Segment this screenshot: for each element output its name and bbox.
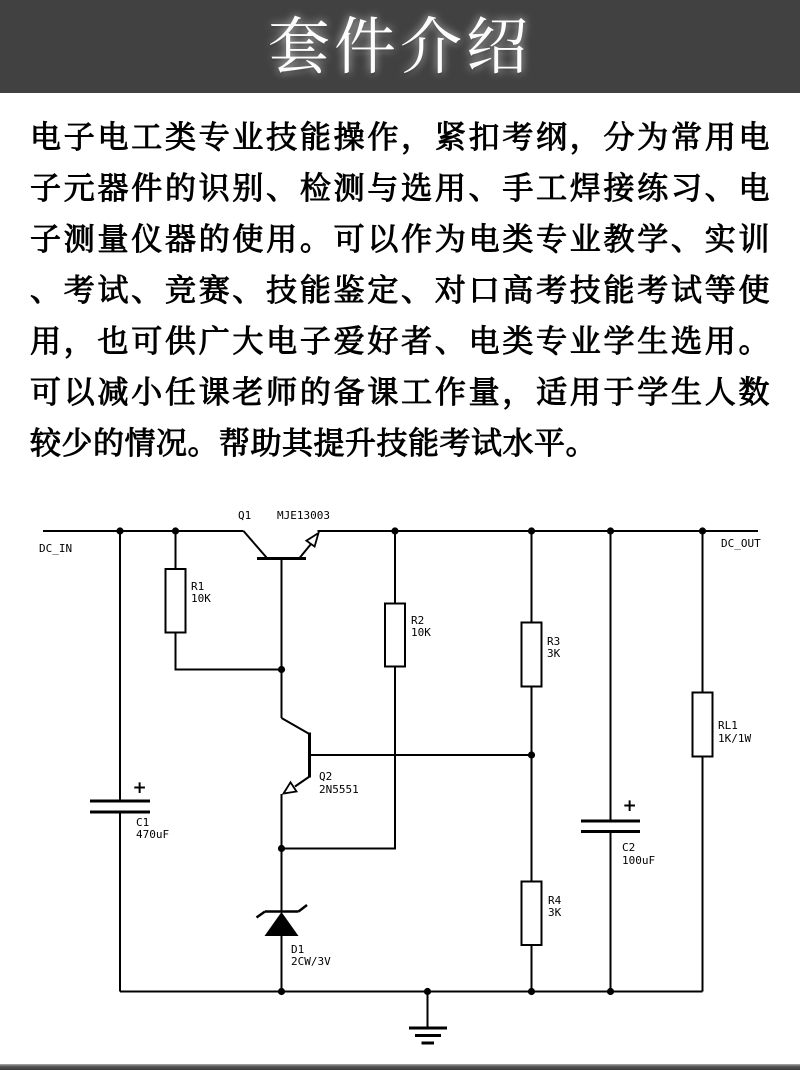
r1-ref: R1: [191, 580, 205, 593]
junction-dot: [278, 666, 285, 673]
d1-ref: D1: [291, 943, 305, 956]
resistor-r3: [522, 623, 561, 687]
c1-ref: C1: [136, 816, 150, 829]
q2-value: 2N5551: [319, 783, 359, 796]
page-title: 套件介绍: [267, 13, 532, 82]
capacitor-c2: [581, 796, 655, 867]
capacitor-c1: [90, 778, 169, 841]
q1-emitter: [300, 544, 312, 558]
r2-value: 10K: [411, 626, 431, 639]
transistor-q2: [282, 718, 359, 796]
r3-ref: R3: [547, 635, 561, 648]
zener-diode-d1: [257, 905, 332, 968]
q2-emitter: [295, 777, 310, 787]
r1-value: 10K: [191, 592, 211, 605]
junction-dot: [528, 988, 535, 995]
description-line: 电子电工类专业技能操作，紧扣考纲，分为常用电: [30, 120, 770, 155]
q2-ref: Q2: [319, 770, 333, 783]
c2-ref: C2: [622, 841, 636, 854]
d1-value: 2CW/3V: [291, 955, 331, 968]
description-line: 、考试、竞赛、技能鉴定、对口高考技能考试等使: [30, 273, 770, 308]
resistor-r4: [522, 882, 562, 946]
ground-icon: [409, 1028, 447, 1043]
c1-value: 470uF: [136, 828, 170, 841]
q2-emitter-arrow-icon: [284, 782, 297, 793]
transistor-q1: [238, 509, 330, 559]
dc-out-label: DC_OUT: [721, 537, 761, 550]
r1-body: [166, 569, 186, 633]
junction-dot: [528, 751, 535, 758]
resistor-r2: [385, 604, 431, 667]
resistor-rl1: [693, 693, 752, 757]
r4-body: [522, 882, 542, 946]
circuit-schematic: [0, 490, 800, 1060]
r4-value: 3K: [548, 906, 562, 919]
r4-ref: R4: [548, 894, 562, 907]
description-line: 用，也可供广大电子爱好者、电类专业学生选用。: [30, 324, 770, 359]
junction-dot: [528, 527, 535, 534]
q1-ref: Q1: [238, 509, 252, 522]
r3-value: 3K: [547, 647, 561, 660]
wire-r2-branch: [282, 531, 396, 849]
c2-value: 100uF: [622, 854, 656, 867]
description-line: 可以减小任课老师的备课工作量，适用于学生人数: [30, 375, 770, 410]
description-line: 子测量仪器的使用。可以作为电类专业教学、实训: [30, 222, 770, 257]
junction-dot: [424, 988, 431, 995]
dc-in-label: DC_IN: [39, 542, 73, 555]
description-paragraph: [30, 112, 770, 469]
q2-collector: [282, 718, 309, 734]
rl1-ref: RL1: [718, 719, 738, 732]
junction-dot: [278, 988, 285, 995]
q1-collector: [244, 531, 267, 558]
r3-body: [522, 623, 542, 687]
rl1-body: [693, 693, 713, 757]
q1-emitter-arrow-icon: [306, 533, 318, 547]
junction-dot: [278, 845, 285, 852]
q1-value: MJE13003: [277, 509, 330, 522]
r2-body: [385, 604, 405, 667]
r2-ref: R2: [411, 614, 425, 627]
junction-dot: [699, 527, 706, 534]
header-banner: [0, 0, 800, 93]
junction-dot: [607, 988, 614, 995]
junction-dot: [391, 527, 398, 534]
description-line: 较少的情况。帮助其提升技能考试水平。: [30, 426, 597, 461]
junction-dot: [172, 527, 179, 534]
rl1-value: 1K/1W: [718, 732, 752, 745]
resistor-r1: [166, 569, 212, 633]
junction-dot: [607, 527, 614, 534]
d1-anode-triangle: [265, 912, 299, 936]
junction-dot: [116, 527, 123, 534]
next-section-divider: [0, 1064, 800, 1070]
c2-polarity-plus-icon: +: [622, 796, 637, 816]
c1-polarity-plus-icon: +: [132, 778, 147, 798]
description-line: 子元器件的识别、检测与选用、手工焊接练习、电: [30, 171, 770, 206]
